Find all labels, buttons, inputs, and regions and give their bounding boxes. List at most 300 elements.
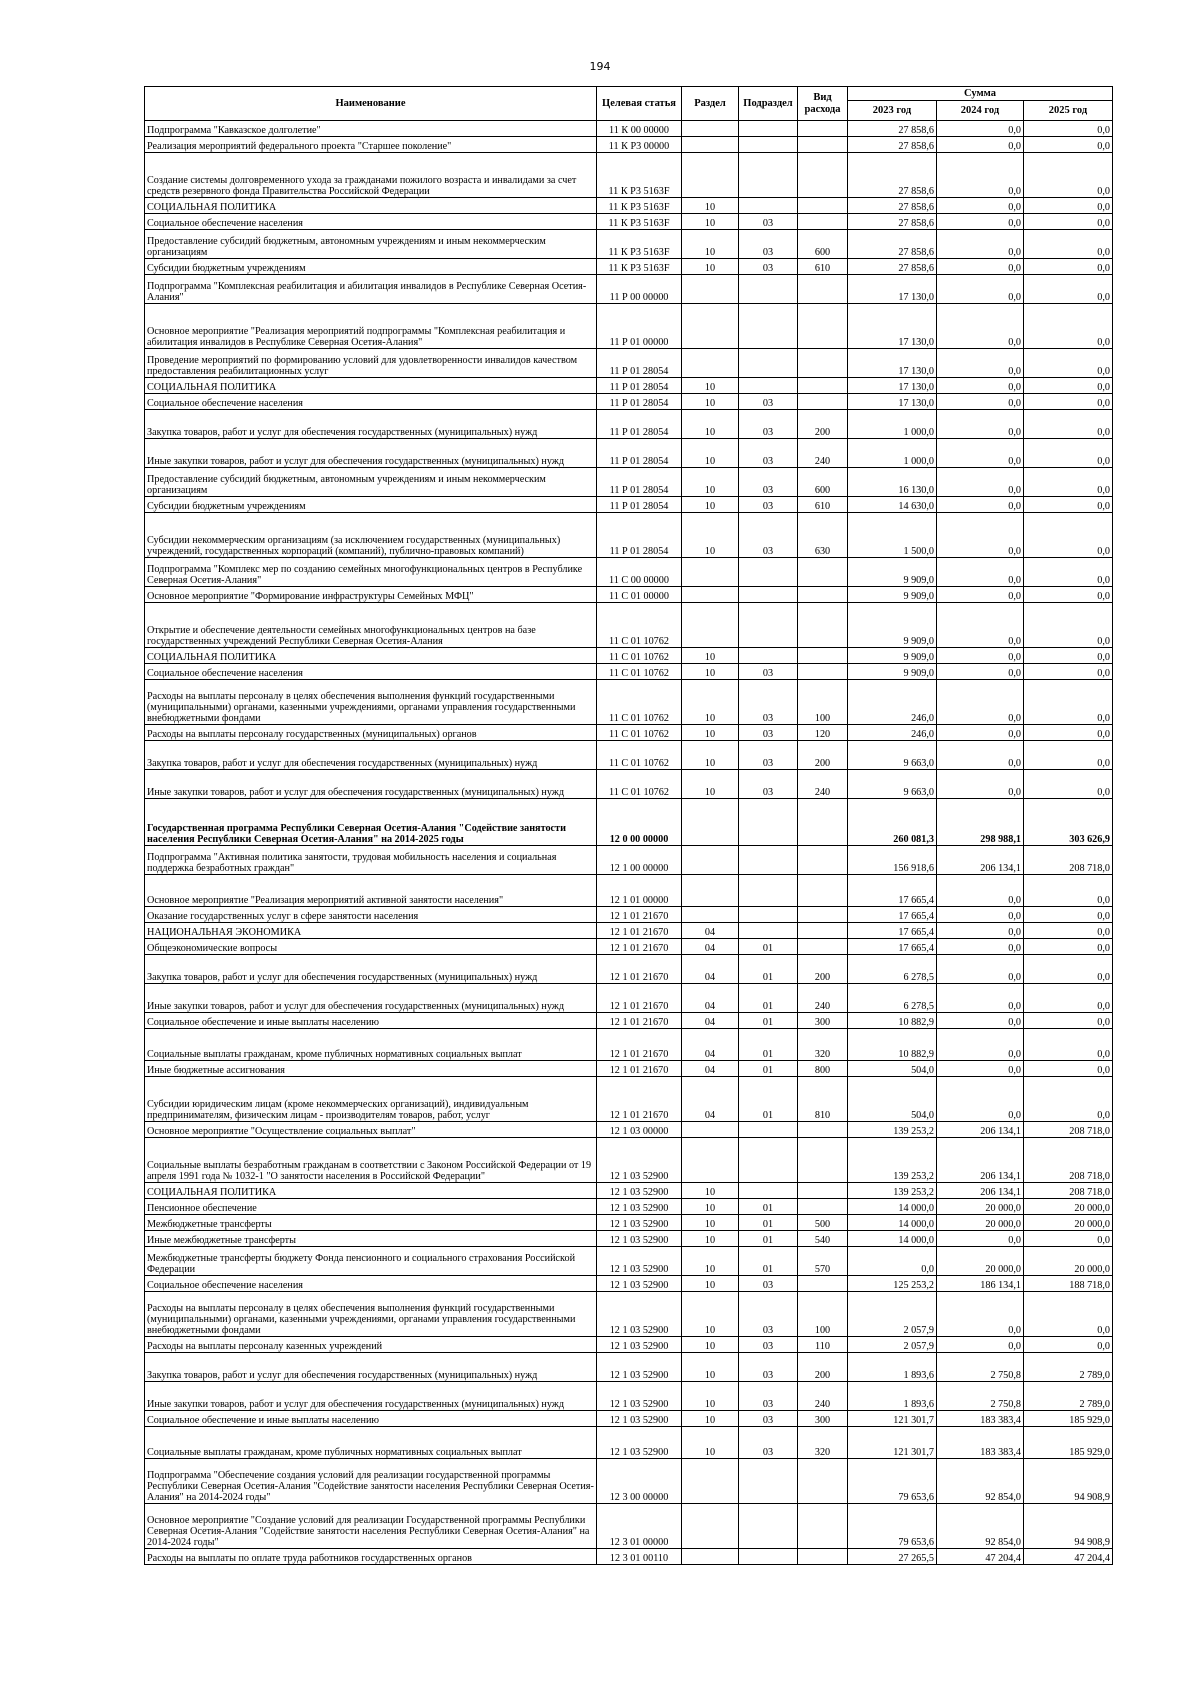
row-sum-2024: 0,0 [937,439,1024,468]
page-number: 194 [589,60,611,73]
row-target-code: 12 1 01 21670 [597,984,682,1013]
row-subsection: 01 [739,1215,798,1231]
row-expense-type [798,1138,848,1183]
row-sum-2025: 0,0 [1024,603,1113,648]
row-sum-2023: 27 858,6 [848,259,937,275]
row-name: Государственная программа Республики Северная Осетия-Алания "Содействие занятости населения Республики Северная Осетия-Алания" на 2014-2025 годы [145,799,597,846]
row-subsection [739,121,798,137]
row-sum-2025: 0,0 [1024,680,1113,725]
row-section: 10 [682,1199,739,1215]
row-target-code: 11 С 00 00000 [597,558,682,587]
row-expense-type [798,1122,848,1138]
row-sum-2023: 1 000,0 [848,439,937,468]
row-section [682,558,739,587]
row-sum-2025: 0,0 [1024,497,1113,513]
row-target-code: 11 Р 01 28054 [597,394,682,410]
row-sum-2023: 9 909,0 [848,587,937,603]
row-subsection [739,1504,798,1549]
row-target-code: 11 К Р3 5163F [597,259,682,275]
row-sum-2025: 0,0 [1024,939,1113,955]
row-subsection: 01 [739,939,798,955]
row-subsection: 03 [739,1276,798,1292]
row-subsection: 03 [739,741,798,770]
row-sum-2023: 2 057,9 [848,1337,937,1353]
row-name: Социальные выплаты гражданам, кроме публичных нормативных социальных выплат [145,1427,597,1459]
table-row [145,153,1113,198]
row-target-code: 11 К Р3 5163F [597,214,682,230]
row-section: 10 [682,741,739,770]
table-row [145,1215,1113,1231]
row-expense-type: 300 [798,1411,848,1427]
row-name: СОЦИАЛЬНАЯ ПОЛИТИКА [145,648,597,664]
row-section [682,587,739,603]
row-sum-2023: 17 130,0 [848,275,937,304]
row-sum-2024: 206 134,1 [937,1122,1024,1138]
row-sum-2025: 0,0 [1024,137,1113,153]
row-target-code: 12 1 03 52900 [597,1247,682,1276]
row-subsection: 01 [739,955,798,984]
row-target-code: 11 К Р3 5163F [597,230,682,259]
row-target-code: 11 Р 01 28054 [597,497,682,513]
table-row [145,680,1113,725]
row-name: Субсидии бюджетным учреждениям [145,259,597,275]
row-sum-2023: 1 893,6 [848,1382,937,1411]
row-name: Иные бюджетные ассигнования [145,1061,597,1077]
header-sum: Сумма [848,87,1113,101]
row-expense-type: 200 [798,1353,848,1382]
row-name: Субсидии некоммерческим организациям (за исключением государственных (муниципальных) учреждений, государственных корпораций (компаний), публично-правовых компаний) [145,513,597,558]
row-sum-2024: 0,0 [937,770,1024,799]
row-sum-2023: 10 882,9 [848,1013,937,1029]
row-expense-type [798,349,848,378]
row-name: Иные закупки товаров, работ и услуг для обеспечения государственных (муниципальных) нужд [145,984,597,1013]
row-target-code: 12 1 03 52900 [597,1353,682,1382]
row-target-code: 12 1 01 21670 [597,923,682,939]
row-name: Социальные выплаты гражданам, кроме публичных нормативных социальных выплат [145,1029,597,1061]
row-sum-2024: 0,0 [937,378,1024,394]
row-sum-2023: 17 665,4 [848,875,937,907]
row-sum-2024: 206 134,1 [937,1138,1024,1183]
header-2025: 2025 год [1024,101,1113,121]
table-row [145,770,1113,799]
row-sum-2023: 17 130,0 [848,378,937,394]
row-target-code: 12 1 01 21670 [597,1061,682,1077]
row-target-code: 12 1 03 52900 [597,1411,682,1427]
row-expense-type: 100 [798,1292,848,1337]
table-row [145,907,1113,923]
table-row [145,1549,1113,1565]
row-subsection [739,1183,798,1199]
row-name: Расходы на выплаты по оплате труда работников государственных органов [145,1549,597,1565]
row-sum-2025: 0,0 [1024,875,1113,907]
row-subsection: 03 [739,439,798,468]
row-expense-type: 100 [798,680,848,725]
row-sum-2024: 183 383,4 [937,1411,1024,1427]
row-sum-2025: 0,0 [1024,1013,1113,1029]
row-target-code: 12 3 00 00000 [597,1459,682,1504]
row-sum-2023: 139 253,2 [848,1138,937,1183]
row-sum-2025: 0,0 [1024,558,1113,587]
row-subsection [739,137,798,153]
row-sum-2023: 125 253,2 [848,1276,937,1292]
row-sum-2025: 2 789,0 [1024,1353,1113,1382]
row-target-code: 12 1 03 52900 [597,1382,682,1411]
row-sum-2023: 0,0 [848,1247,937,1276]
row-sum-2024: 183 383,4 [937,1427,1024,1459]
header-section: Раздел [682,87,739,121]
row-sum-2024: 0,0 [937,923,1024,939]
table-row [145,1231,1113,1247]
row-subsection: 03 [739,468,798,497]
row-target-code: 12 1 01 21670 [597,1077,682,1122]
row-sum-2025: 0,0 [1024,259,1113,275]
row-target-code: 12 1 03 52900 [597,1276,682,1292]
row-name: Иные закупки товаров, работ и услуг для обеспечения государственных (муниципальных) нужд [145,439,597,468]
row-subsection: 01 [739,1029,798,1061]
row-section: 04 [682,955,739,984]
row-sum-2025: 0,0 [1024,955,1113,984]
row-sum-2025: 303 626,9 [1024,799,1113,846]
table-row [145,468,1113,497]
table-row [145,955,1113,984]
row-section: 10 [682,1276,739,1292]
row-section: 04 [682,1061,739,1077]
row-section [682,799,739,846]
row-name: Реализация мероприятий федерального проекта "Старшее поколение" [145,137,597,153]
row-sum-2023: 79 653,6 [848,1459,937,1504]
table-row [145,984,1113,1013]
row-expense-type [798,587,848,603]
row-section: 10 [682,497,739,513]
row-sum-2023: 27 858,6 [848,153,937,198]
row-section: 10 [682,1411,739,1427]
row-subsection [739,923,798,939]
row-expense-type [798,875,848,907]
row-target-code: 12 1 01 21670 [597,1029,682,1061]
row-target-code: 12 1 03 52900 [597,1183,682,1199]
row-sum-2025: 0,0 [1024,1061,1113,1077]
row-name: Субсидии бюджетным учреждениям [145,497,597,513]
row-sum-2025: 208 718,0 [1024,1183,1113,1199]
row-section: 10 [682,1353,739,1382]
row-expense-type [798,378,848,394]
row-subsection [739,603,798,648]
row-section [682,153,739,198]
row-sum-2024: 0,0 [937,984,1024,1013]
row-name: Расходы на выплаты персоналу в целях обеспечения выполнения функций государственными (муниципальными) органами, казенными учреждениями, органами управления государственными внебюджетными фондами [145,1292,597,1337]
row-sum-2025: 0,0 [1024,304,1113,349]
row-subsection [739,846,798,875]
row-section: 10 [682,198,739,214]
row-section: 04 [682,984,739,1013]
row-sum-2024: 0,0 [937,1061,1024,1077]
row-name: Закупка товаров, работ и услуг для обеспечения государственных (муниципальных) нужд [145,410,597,439]
row-sum-2024: 0,0 [937,907,1024,923]
row-sum-2023: 2 057,9 [848,1292,937,1337]
table-row [145,1427,1113,1459]
row-subsection [739,648,798,664]
row-name: Предоставление субсидий бюджетным, автономным учреждениям и иным некоммерческим организациям [145,468,597,497]
table-row [145,1292,1113,1337]
table-row [145,349,1113,378]
row-expense-type [798,603,848,648]
row-expense-type: 630 [798,513,848,558]
row-subsection: 03 [739,1411,798,1427]
row-sum-2023: 6 278,5 [848,984,937,1013]
row-target-code: 12 1 01 21670 [597,939,682,955]
row-sum-2024: 92 854,0 [937,1459,1024,1504]
row-sum-2023: 17 130,0 [848,349,937,378]
row-section: 10 [682,1247,739,1276]
row-subsection: 01 [739,984,798,1013]
row-sum-2024: 0,0 [937,648,1024,664]
row-section: 10 [682,1292,739,1337]
row-sum-2024: 0,0 [937,137,1024,153]
row-name: Социальное обеспечение населения [145,664,597,680]
row-name: СОЦИАЛЬНАЯ ПОЛИТИКА [145,378,597,394]
row-subsection: 01 [739,1199,798,1215]
row-name: Социальное обеспечение и иные выплаты населению [145,1411,597,1427]
row-target-code: 11 Р 01 28054 [597,349,682,378]
row-sum-2025: 0,0 [1024,664,1113,680]
row-subsection: 03 [739,725,798,741]
row-sum-2024: 0,0 [937,497,1024,513]
row-sum-2024: 2 750,8 [937,1353,1024,1382]
row-sum-2024: 0,0 [937,259,1024,275]
row-sum-2025: 47 204,4 [1024,1549,1113,1565]
row-sum-2025: 0,0 [1024,770,1113,799]
row-subsection [739,558,798,587]
row-expense-type: 110 [798,1337,848,1353]
table-row [145,1199,1113,1215]
row-expense-type [798,1276,848,1292]
row-name: Предоставление субсидий бюджетным, автономным учреждениям и иным некоммерческим организациям [145,230,597,259]
row-sum-2023: 121 301,7 [848,1427,937,1459]
row-name: СОЦИАЛЬНАЯ ПОЛИТИКА [145,198,597,214]
row-section: 10 [682,1427,739,1459]
table-row [145,875,1113,907]
row-expense-type: 500 [798,1215,848,1231]
row-sum-2023: 17 665,4 [848,923,937,939]
row-name: Основное мероприятие "Формирование инфраструктуры Семейных МФЦ" [145,587,597,603]
row-target-code: 12 1 03 52900 [597,1337,682,1353]
row-name: Закупка товаров, работ и услуг для обеспечения государственных (муниципальных) нужд [145,1353,597,1382]
row-expense-type: 320 [798,1427,848,1459]
row-sum-2025: 0,0 [1024,198,1113,214]
row-expense-type: 570 [798,1247,848,1276]
row-expense-type: 200 [798,410,848,439]
row-section: 10 [682,1215,739,1231]
row-target-code: 12 1 03 52900 [597,1427,682,1459]
row-subsection [739,349,798,378]
row-sum-2023: 246,0 [848,680,937,725]
row-sum-2024: 206 134,1 [937,1183,1024,1199]
row-target-code: 12 1 03 52900 [597,1199,682,1215]
table-row [145,137,1113,153]
table-row [145,259,1113,275]
table-row [145,1337,1113,1353]
row-name: Основное мероприятие "Реализация мероприятий подпрограммы "Комплексная реабилитация и абилитация инвалидов в Республике Северная Осетия-Алания" [145,304,597,349]
row-sum-2024: 0,0 [937,394,1024,410]
row-section [682,1122,739,1138]
row-subsection [739,378,798,394]
table-row [145,939,1113,955]
row-sum-2025: 0,0 [1024,468,1113,497]
row-target-code: 11 К 00 00000 [597,121,682,137]
table-row [145,1382,1113,1411]
row-target-code: 11 С 01 10762 [597,664,682,680]
row-name: Расходы на выплаты персоналу казенных учреждений [145,1337,597,1353]
row-sum-2023: 260 081,3 [848,799,937,846]
row-name: Создание системы долговременного ухода за гражданами пожилого возраста и инвалидами за счет средств резервного фонда Правительства Российской Федерации [145,153,597,198]
row-target-code: 11 С 01 10762 [597,680,682,725]
row-expense-type [798,846,848,875]
row-name: Подпрограмма "Комплексная реабилитация и абилитация инвалидов в Республике Северная Осетия-Алания" [145,275,597,304]
row-subsection: 03 [739,680,798,725]
row-sum-2024: 0,0 [937,1292,1024,1337]
row-sum-2024: 20 000,0 [937,1215,1024,1231]
table-row [145,378,1113,394]
row-sum-2023: 14 000,0 [848,1199,937,1215]
header-2023: 2023 год [848,101,937,121]
row-sum-2025: 208 718,0 [1024,1138,1113,1183]
row-sum-2025: 0,0 [1024,214,1113,230]
row-sum-2024: 2 750,8 [937,1382,1024,1411]
row-sum-2025: 185 929,0 [1024,1427,1113,1459]
row-sum-2025: 0,0 [1024,907,1113,923]
row-target-code: 12 1 01 21670 [597,907,682,923]
row-section: 10 [682,259,739,275]
row-sum-2023: 139 253,2 [848,1183,937,1199]
row-subsection [739,1138,798,1183]
row-sum-2025: 0,0 [1024,349,1113,378]
row-subsection [739,198,798,214]
row-name: НАЦИОНАЛЬНАЯ ЭКОНОМИКА [145,923,597,939]
row-expense-type [798,1199,848,1215]
table-row [145,198,1113,214]
row-subsection: 01 [739,1013,798,1029]
row-subsection: 03 [739,1353,798,1382]
row-sum-2024: 20 000,0 [937,1247,1024,1276]
row-sum-2024: 0,0 [937,664,1024,680]
row-target-code: 11 С 01 10762 [597,725,682,741]
row-target-code: 11 С 01 10762 [597,770,682,799]
row-expense-type [798,558,848,587]
table-row [145,1183,1113,1199]
row-target-code: 11 К Р3 5163F [597,198,682,214]
row-sum-2025: 0,0 [1024,923,1113,939]
row-name: Закупка товаров, работ и услуг для обеспечения государственных (муниципальных) нужд [145,741,597,770]
row-expense-type [798,275,848,304]
row-expense-type [798,214,848,230]
row-sum-2024: 0,0 [937,513,1024,558]
row-target-code: 12 1 03 52900 [597,1215,682,1231]
row-section: 10 [682,770,739,799]
row-sum-2023: 9 909,0 [848,603,937,648]
budget-table [144,86,1113,1565]
row-subsection: 03 [739,1337,798,1353]
row-sum-2024: 206 134,1 [937,846,1024,875]
row-target-code: 12 1 01 21670 [597,1013,682,1029]
row-target-code: 11 Р 00 00000 [597,275,682,304]
row-target-code: 11 Р 01 28054 [597,439,682,468]
row-sum-2025: 0,0 [1024,439,1113,468]
row-sum-2024: 0,0 [937,725,1024,741]
row-sum-2023: 27 858,6 [848,137,937,153]
row-name: Подпрограмма "Кавказское долголетие" [145,121,597,137]
row-sum-2023: 1 000,0 [848,410,937,439]
row-expense-type: 120 [798,725,848,741]
row-expense-type [798,923,848,939]
row-name: Социальное обеспечение и иные выплаты населению [145,1013,597,1029]
row-expense-type [798,198,848,214]
row-sum-2025: 0,0 [1024,1292,1113,1337]
row-sum-2023: 9 909,0 [848,664,937,680]
row-sum-2023: 9 909,0 [848,648,937,664]
row-sum-2025: 0,0 [1024,1029,1113,1061]
row-sum-2024: 0,0 [937,955,1024,984]
row-section [682,349,739,378]
row-sum-2024: 0,0 [937,214,1024,230]
row-sum-2023: 17 665,4 [848,939,937,955]
row-sum-2024: 0,0 [937,1231,1024,1247]
row-sum-2023: 14 630,0 [848,497,937,513]
row-sum-2024: 186 134,1 [937,1276,1024,1292]
row-sum-2024: 0,0 [937,275,1024,304]
row-sum-2024: 0,0 [937,1013,1024,1029]
row-sum-2025: 0,0 [1024,230,1113,259]
row-sum-2025: 0,0 [1024,153,1113,198]
row-name: Подпрограмма "Обеспечение создания условий для реализации государственной программы Республики Северная Осетия-Алания "Содействие занятости населения Республики Северная Осетия-Алания" на 2014-2024 годы" [145,1459,597,1504]
row-section: 10 [682,1183,739,1199]
row-section: 10 [682,725,739,741]
row-sum-2024: 0,0 [937,198,1024,214]
table-row [145,725,1113,741]
row-sum-2023: 139 253,2 [848,1122,937,1138]
row-expense-type: 810 [798,1077,848,1122]
row-sum-2025: 0,0 [1024,1231,1113,1247]
row-section [682,1138,739,1183]
table-row [145,741,1113,770]
table-row [145,230,1113,259]
row-sum-2024: 0,0 [937,410,1024,439]
row-expense-type: 240 [798,1382,848,1411]
row-sum-2024: 0,0 [937,741,1024,770]
row-section: 10 [682,680,739,725]
row-expense-type: 600 [798,468,848,497]
row-section: 04 [682,1077,739,1122]
header-target: Целевая статья [597,87,682,121]
row-sum-2025: 0,0 [1024,394,1113,410]
row-sum-2024: 0,0 [937,680,1024,725]
row-expense-type: 800 [798,1061,848,1077]
row-target-code: 11 С 01 10762 [597,603,682,648]
row-sum-2023: 27 858,6 [848,198,937,214]
table-row [145,1061,1113,1077]
table-row [145,799,1113,846]
row-section [682,121,739,137]
row-sum-2023: 16 130,0 [848,468,937,497]
row-expense-type [798,1183,848,1199]
row-sum-2023: 1 500,0 [848,513,937,558]
row-subsection [739,1122,798,1138]
row-sum-2023: 79 653,6 [848,1504,937,1549]
row-subsection: 03 [739,1292,798,1337]
row-expense-type [798,153,848,198]
row-target-code: 11 Р 01 28054 [597,378,682,394]
row-name: Основное мероприятие "Создание условий для реализации Государственной программы Республики Северная Осетия-Алания "Содействие занятости населения Республики Северная Осетия-Алания" на 2014-2024 годы" [145,1504,597,1549]
row-sum-2024: 20 000,0 [937,1199,1024,1215]
